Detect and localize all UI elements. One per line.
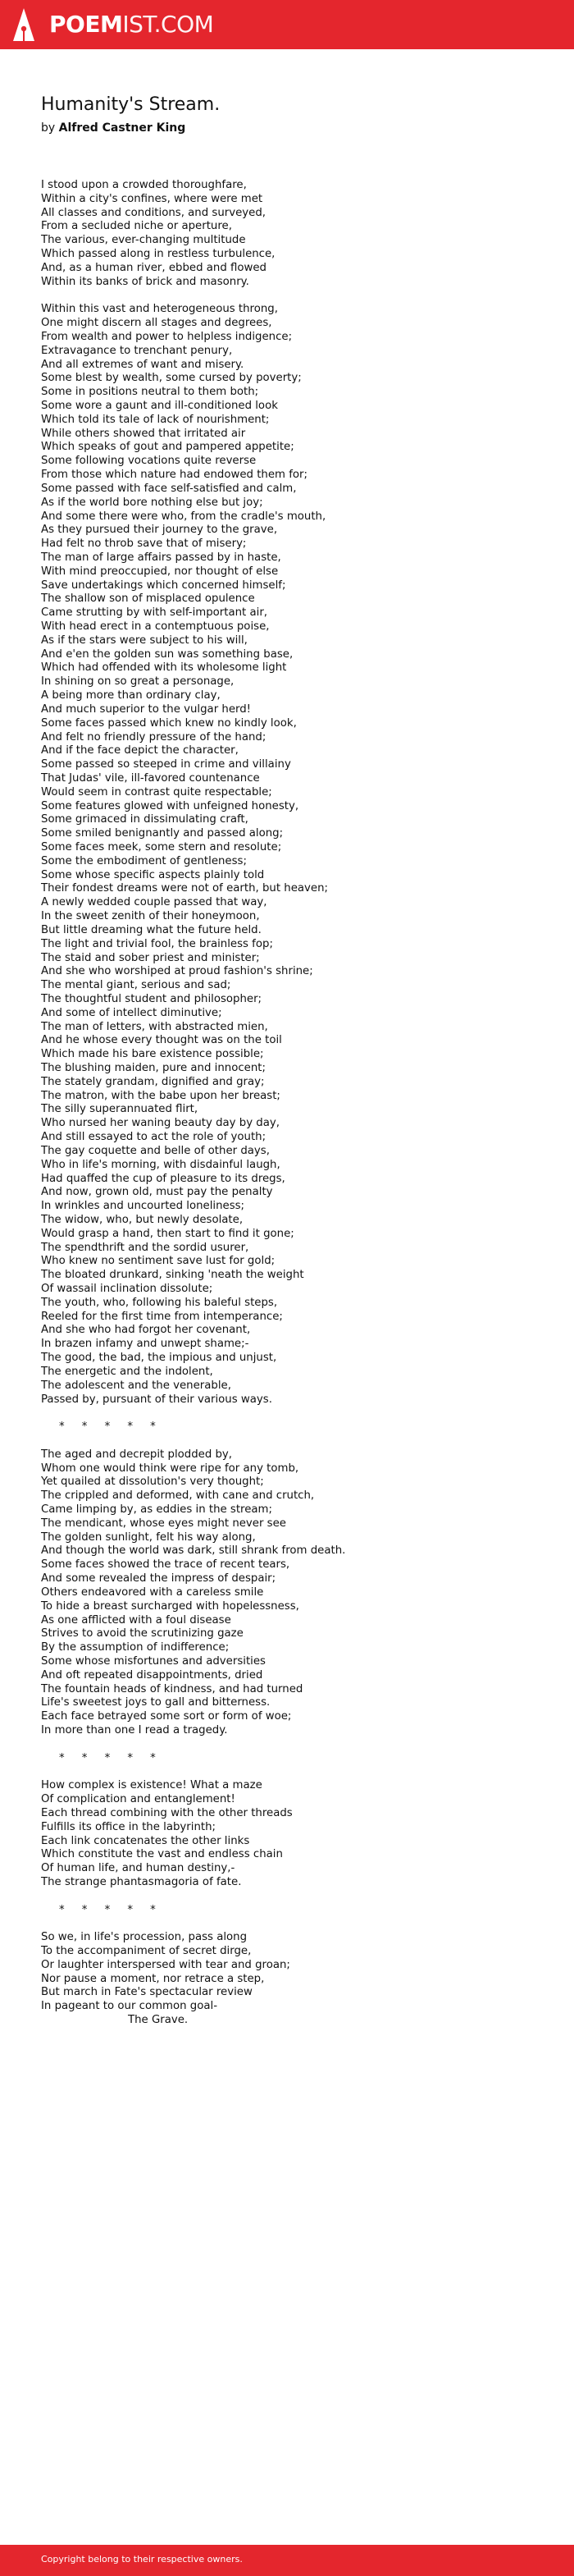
logo-text-light: IST.COM	[122, 11, 214, 38]
poem-line: In brazen infamy and unwept shame;-	[41, 1338, 249, 1351]
poem-line: Some faces meek, some stern and resolute;	[41, 841, 282, 853]
poem-line: From a secluded niche or aperture,	[41, 220, 232, 233]
poem-line: As one afflicted with a foul disease	[41, 1613, 231, 1627]
poem-line: Whom one would think were ripe for any tomb,	[41, 1462, 299, 1475]
site-footer	[0, 2545, 574, 2576]
poem-line: The spendthrift and the sordid usurer,	[41, 1241, 249, 1254]
poem-line: The light and trivial fool, the brainless fop;	[41, 937, 273, 950]
poem-line: The shallow son of misplaced opulence	[41, 593, 255, 606]
poem-line: To hide a breast surcharged with hopelessness,	[41, 1599, 299, 1613]
section-separator: * * * * *	[59, 1751, 156, 1764]
poem-line: Reeled for the first time from intemperance;	[41, 1310, 283, 1323]
poem-line: The crippled and deformed, with cane and crutch,	[41, 1489, 315, 1503]
stanza-break	[41, 1917, 549, 1931]
quill-logo-icon[interactable]	[11, 7, 36, 43]
poem-line: Some features glowed with unfeigned honesty,	[41, 799, 299, 812]
poem-line: Who nursed her waning beauty day by day,	[41, 1117, 280, 1130]
poem-line: Each face betrayed some sort or form of woe;	[41, 1710, 292, 1723]
poem-line: Their fondest dreams were not of earth, but heaven;	[41, 882, 328, 895]
poem-line: Some in positions neutral to them both;	[41, 386, 259, 399]
poem-line: Some the embodiment of gentleness;	[41, 854, 247, 867]
poem-line: The matron, with the babe upon her breast;	[41, 1089, 280, 1102]
poem-line: And she who had forgot her covenant,	[41, 1324, 251, 1337]
stanza-break	[41, 1890, 549, 1904]
poem-line: Others endeavored with a careless smile	[41, 1585, 264, 1599]
poem-line: Some passed so steeped in crime and villainy	[41, 758, 291, 771]
poem-line: Some grimaced in dissimulating craft,	[41, 813, 248, 826]
poem-line: So we, in life's procession, pass along	[41, 1931, 248, 1944]
poem-header	[41, 94, 549, 136]
poem-line: Came strutting by with self-important air,	[41, 606, 268, 620]
poem-line: A being more than ordinary clay,	[41, 689, 221, 702]
logo-text-strong: POEM	[49, 11, 123, 38]
poem-line: One might discern all stages and degrees,	[41, 317, 272, 330]
poem-line: And some there were who, from the cradle's mouth,	[41, 510, 326, 523]
poem-line: The various, ever-changing multitude	[41, 234, 246, 247]
poem-line: Some whose specific aspects plainly told	[41, 868, 265, 881]
poem-line: But march in Fate's spectacular review	[41, 1986, 253, 1999]
poem-line: The youth, who, following his baleful steps,	[41, 1296, 278, 1309]
poem-line: Some passed with face self-satisfied and calm,	[41, 482, 297, 495]
poem-line: But little dreaming what the future held.	[41, 923, 262, 936]
poem-line: Of complication and entanglement!	[41, 1793, 235, 1806]
poem-line: Within its banks of brick and masonry.	[41, 275, 249, 288]
stanza-break	[41, 1434, 549, 1448]
poem-line: The bloated drunkard, sinking 'neath the weight	[41, 1269, 304, 1282]
poem-line: The aged and decrepit plodded by,	[41, 1448, 233, 1461]
poem-line: Each link concatenates the other links	[41, 1834, 250, 1847]
poem-line: Had quaffed the cup of pleasure to its dregs,	[41, 1172, 285, 1185]
poem-line: The mental giant, serious and sad;	[41, 979, 231, 992]
copyright-text: Copyright belong to their respective owners.	[41, 2554, 243, 2565]
poem-line: And felt no friendly pressure of the hand;	[41, 730, 266, 744]
stanza-break	[41, 290, 549, 304]
poem-line: In the sweet zenith of their honeymoon,	[41, 910, 260, 923]
poem-line: Save undertakings which concerned himself;	[41, 579, 286, 592]
poem-line: As they pursued their journey to the grave,	[41, 524, 278, 537]
poem-line: Some following vocations quite reverse	[41, 455, 257, 468]
byline-prefix: by	[41, 121, 56, 135]
poem-line: Which told its tale of lack of nourishment;	[41, 413, 270, 426]
poem-line: Which speaks of gout and pampered appetite;	[41, 441, 294, 454]
poem-line: Of wassail inclination dissolute;	[41, 1283, 213, 1295]
section-separator: * * * * *	[59, 1421, 156, 1434]
poem-line: Had felt no throb save that of misery;	[41, 538, 247, 551]
poem-body	[41, 179, 549, 2028]
poem-line: Life's sweetest joys to gall and bitterness.	[41, 1696, 271, 1709]
poem-line: And some revealed the impress of despair;	[41, 1572, 276, 1585]
poem-line: And e'en the golden sun was something base,	[41, 647, 294, 661]
poem-line: The fountain heads of kindness, and had turned	[41, 1682, 303, 1695]
poem-line: Which made his bare existence possible;	[41, 1048, 264, 1061]
poem-line: Which constitute the vast and endless chain	[41, 1848, 283, 1861]
poem-line: Of human life, and human destiny,-	[41, 1862, 235, 1875]
poem-line: And some of intellect diminutive;	[41, 1006, 222, 1019]
poem-closing-line: The Grave.	[128, 2014, 189, 2027]
poem-line: And, as a human river, ebbed and flowed	[41, 261, 266, 274]
poem-line: The man of letters, with abstracted mien,	[41, 1020, 268, 1033]
poem-line: Passed by, pursuant of their various ways.	[41, 1393, 272, 1406]
poem-line: A newly wedded couple passed that way,	[41, 896, 267, 909]
poem-line: And though the world was dark, still shrank from death.	[41, 1544, 346, 1558]
poem-line: The energetic and the indolent,	[41, 1365, 213, 1378]
poem-line: As if the world bore nothing else but joy;	[41, 496, 263, 509]
poem-line: And oft repeated disappointments, dried	[41, 1668, 263, 1681]
poem-line: The mendicant, whose eyes might never see	[41, 1517, 286, 1530]
poem-line: The stately grandam, dignified and gray;	[41, 1075, 265, 1088]
poem-line: With mind preoccupied, nor thought of else	[41, 565, 279, 578]
poem-line: Within a city's confines, where were met	[41, 192, 263, 205]
poem-line: In more than one I read a tragedy.	[41, 1724, 228, 1736]
site-logo[interactable]	[49, 11, 213, 39]
poem-line: The adolescent and the venerable,	[41, 1379, 231, 1392]
poem-line: From wealth and power to helpless indigence;	[41, 330, 293, 343]
poem-line: Which passed along in restless turbulence,	[41, 248, 276, 261]
poem-line: And much superior to the vulgar herd!	[41, 702, 252, 716]
poem-line: And he whose every thought was on the toil	[41, 1034, 282, 1047]
section-separator: * * * * *	[59, 1903, 156, 1916]
poem-line: Some smiled benignantly and passed along;	[41, 827, 284, 840]
poem-line: How complex is existence! What a maze	[41, 1779, 262, 1792]
poem-line: I stood upon a crowded thoroughfare,	[41, 179, 247, 191]
poem-line: The staid and sober priest and minister;	[41, 951, 260, 964]
poem-line: By the assumption of indifference;	[41, 1641, 230, 1654]
poem-line: The golden sunlight, felt his way along,	[41, 1531, 256, 1544]
poem-line: The silly superannuated flirt,	[41, 1103, 198, 1116]
poem-line: All classes and conditions, and surveyed,	[41, 206, 266, 219]
poem-line: The man of large affairs passed by in haste,	[41, 551, 281, 564]
poem-line: In shining on so great a personage,	[41, 675, 235, 689]
poem-line: The thoughtful student and philosopher;	[41, 992, 262, 1005]
stanza-break	[41, 1765, 549, 1779]
site-header	[0, 0, 574, 49]
poem-line: Extravagance to trenchant penury,	[41, 344, 233, 357]
poem-line: Strives to avoid the scrutinizing gaze	[41, 1627, 244, 1640]
poem-line: And she who worshiped at proud fashion's shrine;	[41, 965, 313, 978]
poem-line: Fulfills its office in the labyrinth;	[41, 1820, 216, 1833]
poem-line: That Judas' vile, ill-favored countenance	[41, 771, 260, 785]
poem-line: And now, grown old, must pay the penalty	[41, 1186, 273, 1199]
poem-line: In wrinkles and uncourted loneliness;	[41, 1200, 245, 1213]
poem-line: Who in life's morning, with disdainful laugh,	[41, 1158, 280, 1171]
poem-line: Each thread combining with the other threads	[41, 1806, 293, 1819]
poem-line: Would grasp a hand, then start to find it gone;	[41, 1227, 294, 1240]
byline	[41, 120, 549, 136]
poem-line: And if the face depict the character,	[41, 744, 239, 757]
poem-line: The blushing maiden, pure and innocent;	[41, 1062, 266, 1074]
poem-line: And still essayed to act the role of youth;	[41, 1131, 266, 1144]
poem-line: To the accompaniment of secret dirge,	[41, 1945, 252, 1957]
poem-line: Yet quailed at dissolution's very thought;	[41, 1476, 264, 1489]
poem-line: The good, the bad, the impious and unjust,	[41, 1352, 277, 1365]
poem-line: Some whose misfortunes and adversities	[41, 1654, 266, 1668]
poem-line: In pageant to our common goal-	[41, 2000, 217, 2013]
stanza-break	[41, 1407, 549, 1421]
poem-line: Nor pause a moment, nor retrace a step,	[41, 1972, 265, 1985]
poem-line: Would seem in contrast quite respectable;	[41, 785, 272, 798]
poem-line: Some faces passed which knew no kindly look,	[41, 716, 297, 730]
poem-line: Who knew no sentiment save lust for gold;	[41, 1255, 276, 1268]
poem-line: Some wore a gaunt and ill-conditioned look	[41, 400, 278, 412]
author-name: Alfred Castner King	[58, 121, 186, 135]
poem-line: Which had offended with its wholesome light	[41, 661, 287, 675]
poem-line: The strange phantasmagoria of fate.	[41, 1875, 242, 1888]
poem-line: The widow, who, but newly desolate,	[41, 1213, 244, 1226]
poem-line: Within this vast and heterogeneous throng,	[41, 303, 278, 316]
poem-line: And all extremes of want and misery.	[41, 358, 244, 371]
poem-title: Humanity's Stream.	[41, 94, 221, 115]
poem-line: Or laughter interspersed with tear and groan;	[41, 1958, 290, 1971]
stanza-break	[41, 1738, 549, 1752]
poem-line: While others showed that irritated air	[41, 427, 246, 440]
poem-line: With head erect in a contemptuous poise,	[41, 620, 270, 633]
poem-line: The gay coquette and belle of other days,	[41, 1144, 270, 1157]
poem-line: Some blest by wealth, some cursed by poverty;	[41, 372, 302, 385]
poem-line: Came limping by, as eddies in the stream;	[41, 1503, 272, 1516]
poem-line: Some faces showed the trace of recent tears,	[41, 1558, 290, 1572]
poem-line: As if the stars were subject to his will,	[41, 634, 248, 647]
poem-line: From those which nature had endowed them for;	[41, 469, 308, 482]
